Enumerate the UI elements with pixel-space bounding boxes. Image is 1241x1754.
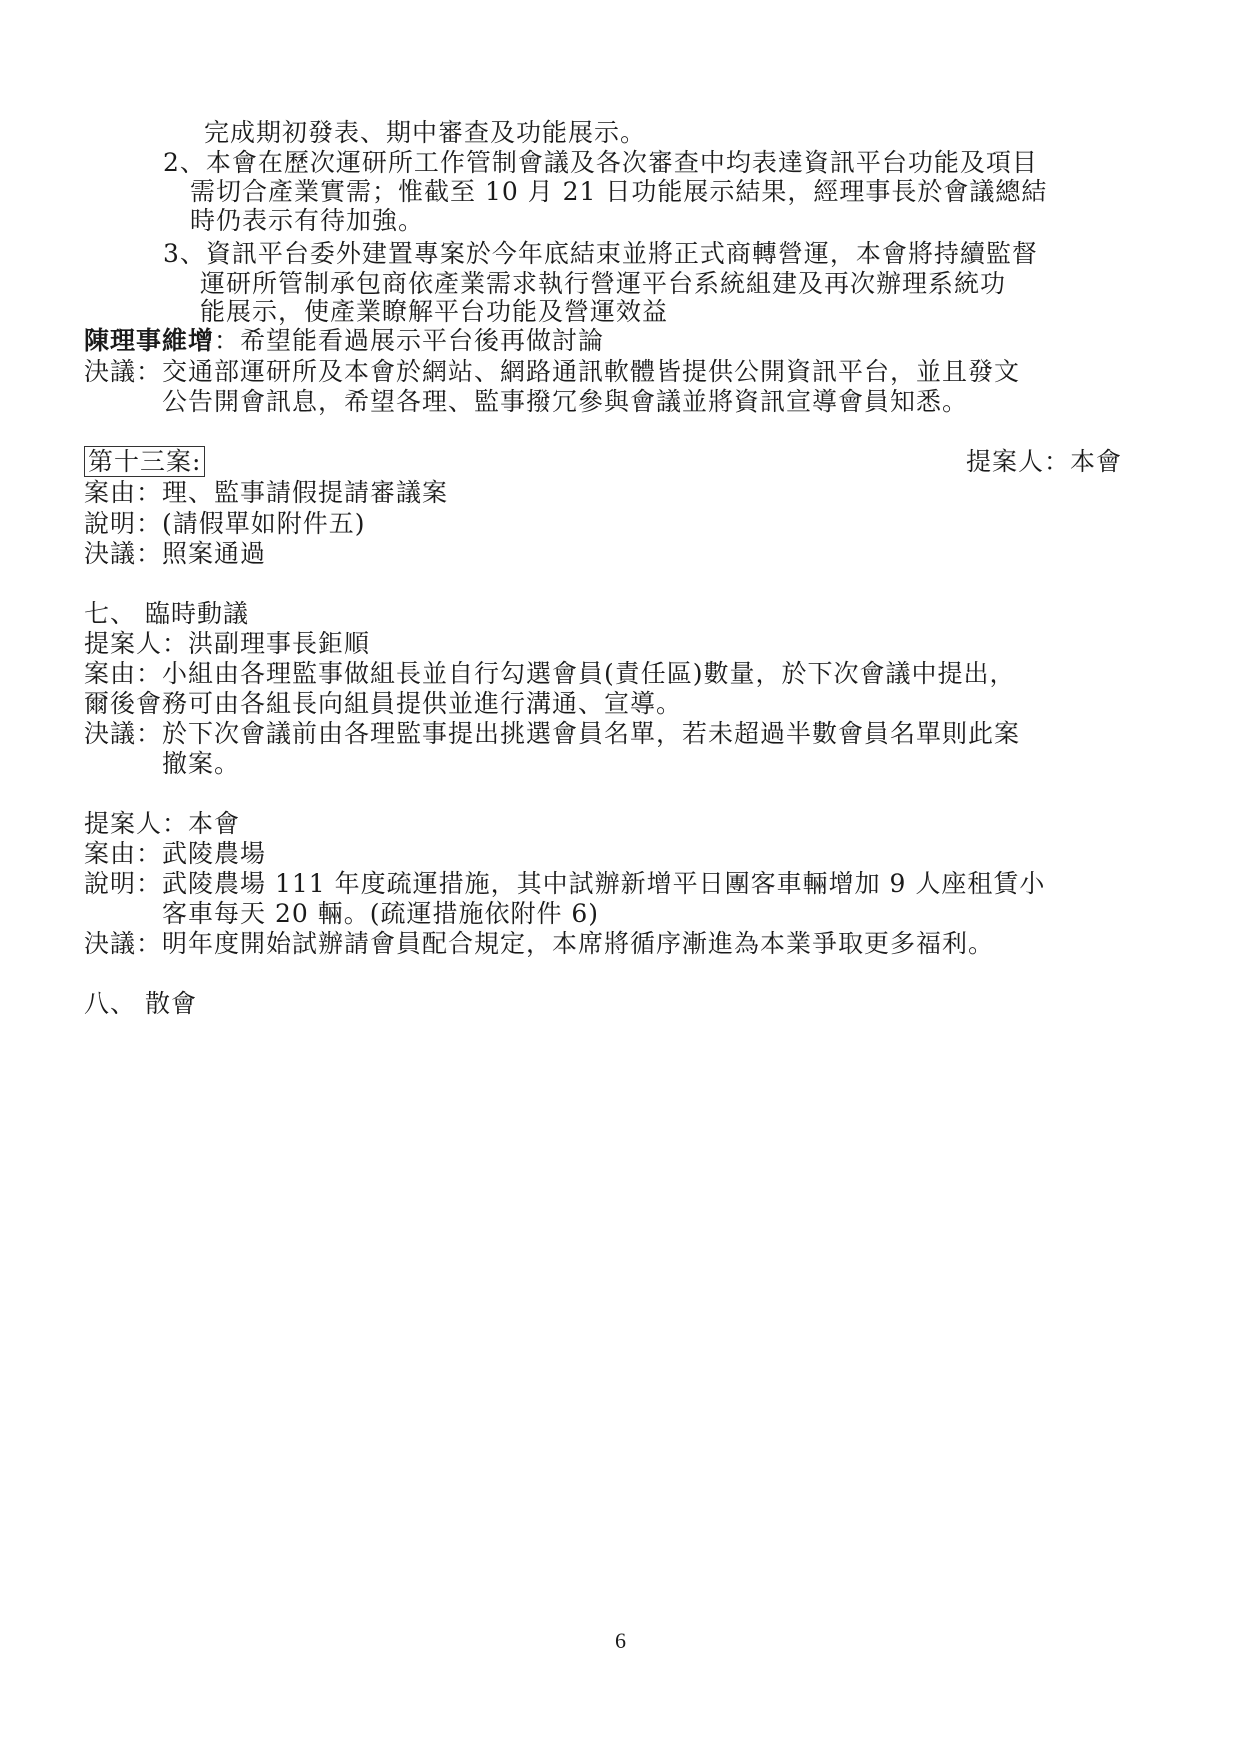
- item3-line3: 能展示，使產業瞭解平台功能及營運效益: [200, 297, 669, 326]
- item3-line1: 3、資訊平台委外建置專案於今年底結束並將正式商轉營運，本會將持續監督: [163, 239, 1038, 268]
- item2-line2: 需切合產業實需；惟截至 10 月 21 日功能展示結果，經理事長於會議總結: [190, 177, 1048, 206]
- case13-resolution: 決議：照案通過: [84, 539, 267, 568]
- section8-heading: 八、 散會: [84, 989, 197, 1018]
- motion2-proposer: 提案人：本會: [84, 809, 241, 838]
- motion2-resolution: 決議：明年度開始試辦請會員配合規定，本席將循序漸進為本業爭取更多福利。: [84, 929, 995, 958]
- motion1-resolution-line1: 決議：於下次會議前由各理監事提出挑選會員名單，若未超過半數會員名單則此案: [84, 719, 1021, 748]
- motion1-resolution-line2: 撤案。: [162, 749, 241, 778]
- case13-label-wrap: [84, 446, 205, 478]
- item1-tail: 完成期初發表、期中審查及功能展示。: [204, 118, 647, 147]
- page-number: 6: [615, 1628, 626, 1653]
- motion1-proposer: 提案人：洪副理事長鉅順: [84, 629, 371, 658]
- case13-explanation: 說明：(請假單如附件五): [84, 509, 366, 538]
- chen-speaker: 陳理事維增: [84, 326, 215, 355]
- item2-line3: 時仍表示有待加強。: [190, 206, 425, 235]
- chen-comment: [84, 325, 604, 357]
- motion2-explanation-line1: 說明：武陵農場 111 年度疏運措施，其中試辦新增平日團客車輛增加 9 人座租賃小: [84, 869, 1046, 898]
- case13-proposer: 提案人：本會: [966, 447, 1123, 476]
- motion1-cause-line1: 案由：小組由各理監事做組長並自行勾選會員(責任區)數量，於下次會議中提出，: [84, 659, 1016, 688]
- resolution-12-line2: 公告開會訊息，希望各理、監事撥冗參與會議並將資訊宣導會員知悉。: [162, 387, 969, 416]
- case13-cause: 案由：理、監事請假提請審議案: [84, 478, 449, 507]
- motion1-cause-line2: 爾後會務可由各組長向組員提供並進行溝通、宣導。: [84, 689, 683, 718]
- section7-heading: 七、 臨時動議: [84, 599, 249, 628]
- item2-line1: 2、本會在歷次運研所工作管制會議及各次審查中均表達資訊平台功能及項目: [163, 148, 1038, 177]
- case13-label: 第十三案:: [84, 446, 205, 477]
- motion2-cause: 案由：武陵農場: [84, 839, 267, 868]
- chen-comment-text: ：希望能看過展示平台後再做討論: [214, 326, 605, 355]
- item3-line2: 運研所管制承包商依產業需求執行營運平台系統組建及再次辦理系統功: [200, 269, 1007, 298]
- resolution-12-line1: 決議：交通部運研所及本會於網站、網路通訊軟體皆提供公開資訊平台，並且發文: [84, 357, 1021, 386]
- motion2-explanation-line2: 客車每天 20 輛。(疏運措施依附件 6): [162, 899, 600, 928]
